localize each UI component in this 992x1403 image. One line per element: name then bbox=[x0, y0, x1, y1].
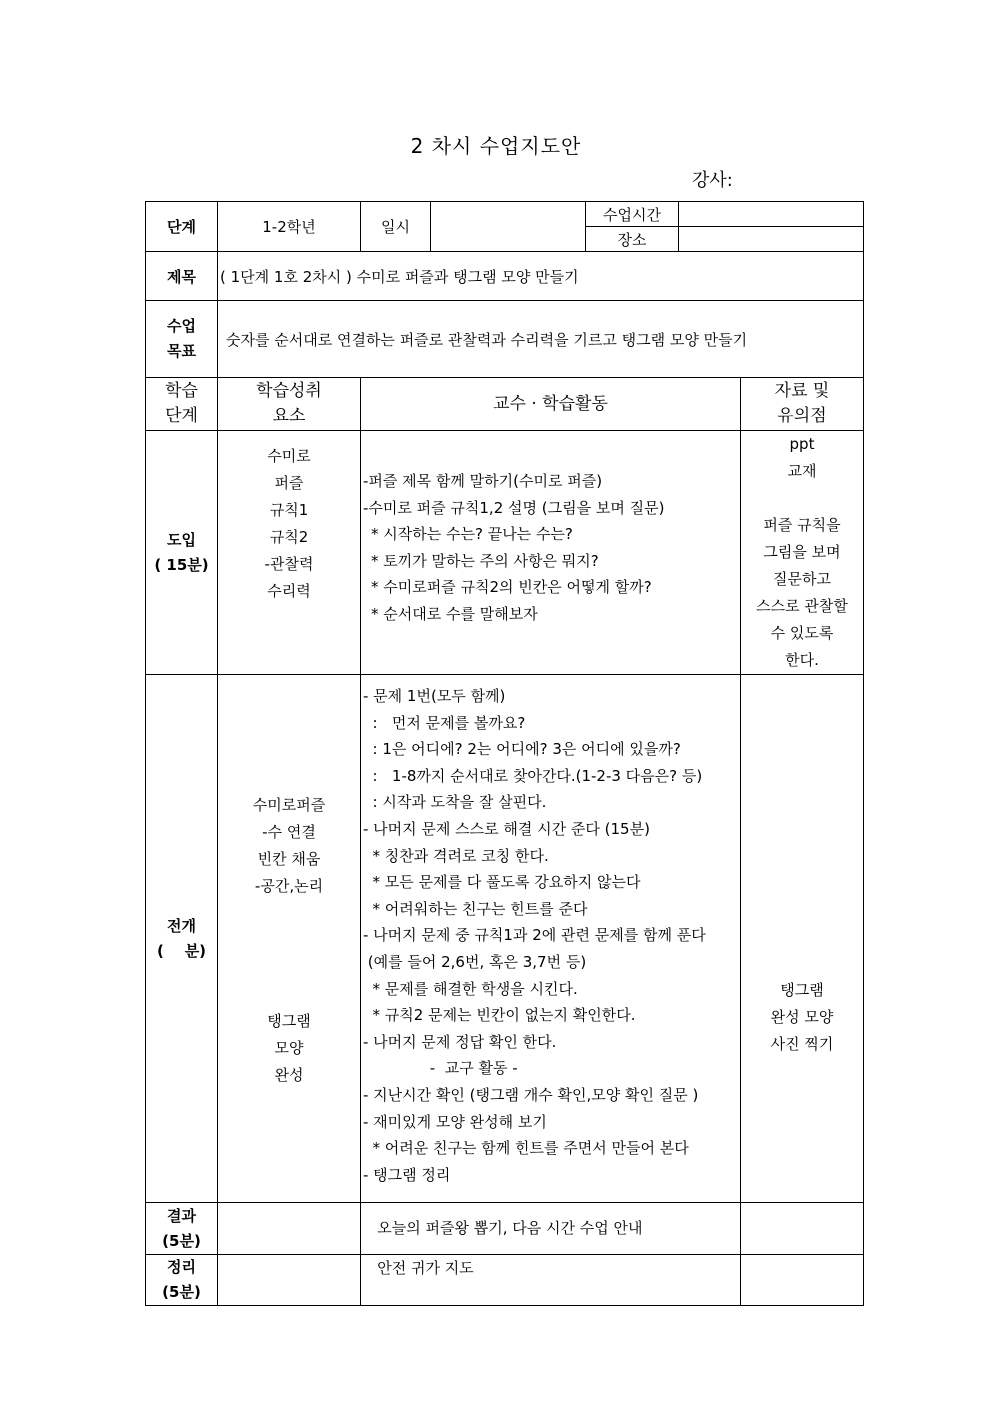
activity-line: * 토끼가 말하는 주의 사항은 뭐지? bbox=[371, 551, 599, 570]
col-material-header: 자료 및 유의점 bbox=[741, 378, 864, 431]
date-value-cell bbox=[431, 202, 586, 252]
material-wrapup-cell bbox=[741, 1255, 864, 1306]
activity-line: - 나머지 문제 정답 확인 한다. bbox=[363, 1032, 557, 1051]
grade-cell: 1-2학년 bbox=[218, 202, 361, 252]
place-label-cell: 장소 bbox=[586, 227, 679, 252]
subject-value-cell: ( 1단계 1호 2차시 ) 수미로 퍼즐과 탱그램 모양 만들기 bbox=[218, 252, 864, 301]
activity-line: - 지난시간 확인 (탱그램 개수 확인,모양 확인 질문 ) bbox=[363, 1085, 699, 1104]
stage-wrapup-cell: 정리 (5분) bbox=[146, 1255, 218, 1306]
material-intro-cell: ppt 교재 퍼즐 규칙을 그림을 보며 질문하고 스스로 관찰할 수 있도록 한다. bbox=[741, 431, 864, 675]
stage-label-cell: 단계 bbox=[146, 202, 218, 252]
activity-wrapup-cell bbox=[361, 1255, 741, 1306]
activity-line: - 문제 1번(모두 함께) bbox=[363, 687, 506, 705]
activity-line: 오늘의 퍼즐왕 뽑기, 다음 시간 수업 안내 bbox=[363, 1219, 643, 1238]
activity-line: * 어려운 친구는 함께 힌트를 주면서 만들어 본다 bbox=[363, 1139, 689, 1158]
col-activity-header: 교수 · 학습활동 bbox=[361, 378, 741, 431]
activity-develop-cell bbox=[361, 675, 741, 1203]
activity-result-cell bbox=[361, 1203, 741, 1255]
goal-label-cell: 수업 목표 bbox=[146, 301, 218, 378]
time-label-cell: 수업시간 bbox=[586, 202, 679, 227]
activity-line: * 규칙2 문제는 빈칸이 없는지 확인한다. bbox=[363, 1006, 636, 1025]
activity-line: - 교구 활동 - bbox=[363, 1059, 518, 1078]
activity-line: - 나머지 문제 중 규칙1과 2에 관련 문제를 함께 푼다 bbox=[363, 926, 706, 945]
material-develop-cell: 탱그램 완성 모양 사진 찍기 bbox=[741, 675, 864, 1203]
activity-line: * 모든 문제를 다 풀도록 강요하지 않는다 bbox=[363, 873, 641, 892]
activity-line: * 어려워하는 친구는 힌트를 준다 bbox=[363, 899, 588, 918]
lesson-plan-table bbox=[145, 201, 864, 1306]
place-value-cell bbox=[679, 227, 864, 252]
element-wrapup-cell bbox=[218, 1255, 361, 1306]
element-intro-cell: 수미로 퍼즐 규칙1 규칙2 -관찰력 수리력 bbox=[218, 431, 361, 675]
date-label-cell: 일시 bbox=[361, 202, 431, 252]
activity-line: -수미로 퍼즐 규칙1,2 설명 (그림을 보며 질문) bbox=[363, 498, 665, 517]
activity-line: * 시작하는 수는? 끝나는 수는? bbox=[371, 525, 573, 544]
element-result-cell bbox=[218, 1203, 361, 1255]
goal-value-cell: 숫자를 순서대로 연결하는 퍼즐로 관찰력과 수리력을 기르고 탱그램 모양 만들기 bbox=[218, 301, 864, 378]
activity-line: : 시작과 도착을 잘 살핀다. bbox=[363, 793, 547, 812]
activity-line: -퍼즐 제목 함께 말하기(수미로 퍼즐) bbox=[363, 472, 603, 490]
activity-line: : 먼저 문제를 볼까요? bbox=[363, 713, 526, 732]
activity-line: - 탱그램 정리 bbox=[363, 1165, 451, 1184]
activity-line: : 1-8까지 순서대로 찾아간다.(1-2-3 다음은? 등) bbox=[363, 766, 703, 785]
subject-label-cell: 제목 bbox=[146, 252, 218, 301]
stage-develop-cell: 전개 ( 분) bbox=[146, 675, 218, 1203]
stage-result-cell: 결과 (5분) bbox=[146, 1203, 218, 1255]
activity-intro-cell bbox=[361, 431, 741, 675]
activity-line: * 문제를 해결한 학생을 시킨다. bbox=[363, 979, 578, 998]
activity-line: - 나머지 문제 스스로 해결 시간 준다 (15분) bbox=[363, 819, 650, 838]
activity-line: : 1은 어디에? 2는 어디에? 3은 어디에 있을까? bbox=[363, 740, 681, 759]
activity-line: * 순서대로 수를 말해보자 bbox=[371, 604, 538, 623]
activity-line: * 칭찬과 격려로 코칭 한다. bbox=[363, 846, 549, 865]
instructor-label: 강사: bbox=[692, 170, 733, 191]
col-element-header: 학습성취 요소 bbox=[218, 378, 361, 431]
page-title: 2 차시 수업지도안 bbox=[410, 134, 582, 158]
col-stage-header: 학습 단계 bbox=[146, 378, 218, 431]
time-value-cell bbox=[679, 202, 864, 227]
material-result-cell bbox=[741, 1203, 864, 1255]
element-develop-cell: 수미로퍼즐 -수 연결 빈칸 채움 -공간,논리 탱그램 모양 완성 bbox=[218, 675, 361, 1203]
activity-line: 안전 귀가 지도 bbox=[363, 1259, 474, 1277]
activity-line: * 수미로퍼즐 규칙2의 빈칸은 어떻게 할까? bbox=[371, 578, 652, 597]
activity-line: - 재미있게 모양 완성해 보기 bbox=[363, 1112, 547, 1131]
activity-line: (예를 들어 2,6번, 혹은 3,7번 등) bbox=[363, 952, 587, 971]
stage-intro-cell: 도입 ( 15분) bbox=[146, 431, 218, 675]
